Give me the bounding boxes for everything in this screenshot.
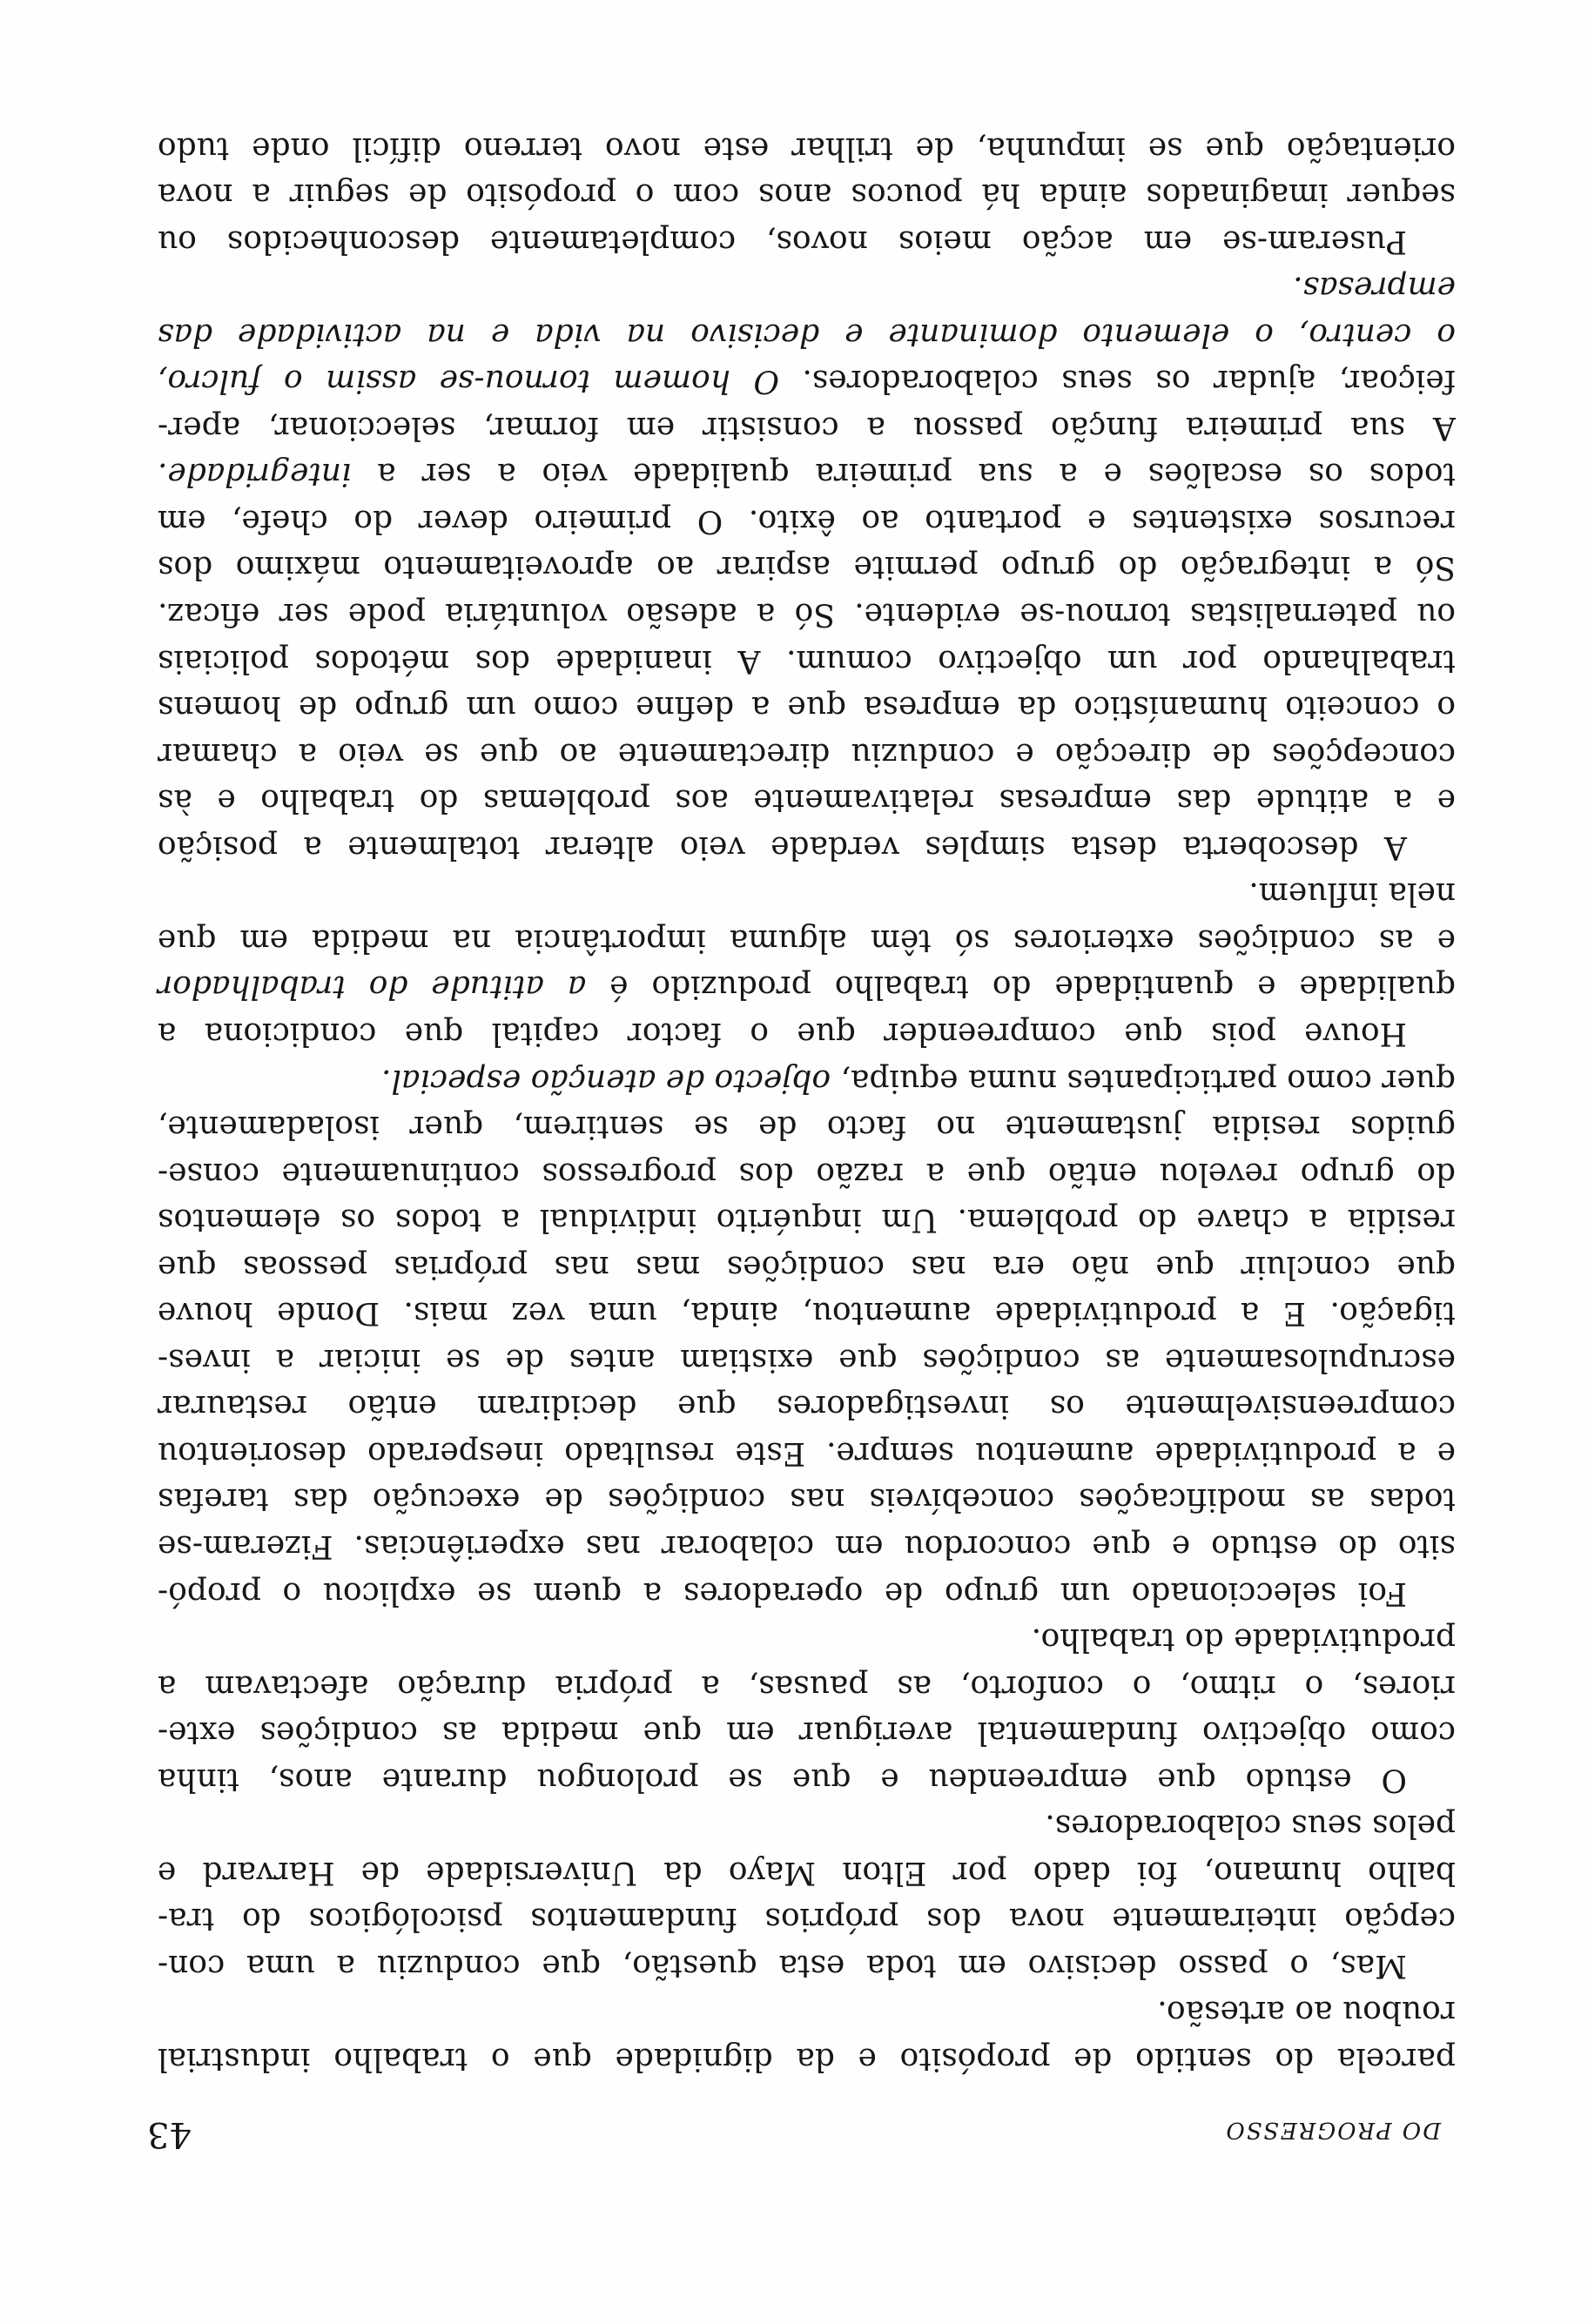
text-line [158,1197,1456,1244]
text-run: Só a integração do grupo permite aspirar ao aproveitamento máximo dos [158,549,1456,586]
text-run: Puseram-se em acção meios novos, completamente desconhecidos ou [158,223,1407,259]
text-line [158,311,1456,358]
text-line [158,1336,1456,1383]
emphasized-text: objecto de atenção especial. [380,1062,831,1098]
emphasized-text: a atitude do trabalhador [158,969,587,1005]
text-run: residia a chave do problema. Um inquérito individual a todos os elementos [158,1202,1456,1239]
text-run: nela influem. [1248,876,1456,912]
text-run: qualidade e quantidade do trabalho produzido é [586,969,1456,1005]
text-line [158,1896,1456,1943]
paragraph [158,870,1456,1057]
text-line [158,1429,1456,1476]
text-run: do grupo revelou então que a razão dos progressos continuamente conse- [158,1155,1456,1192]
text-line [158,265,1456,312]
text-run: que concluir que não era nas condições mas nas próprias pessoas que [158,1248,1456,1285]
running-header [147,2112,1441,2156]
text-run: Mas, o passo decisivo em toda esta questão, que conduziu a uma con- [158,1947,1407,1984]
text-run: roubou ao artesão. [1157,1994,1456,2031]
text-run: o conceito humanístico da empresa que a define como um grupo de homens [158,689,1456,726]
text-run: todos os escalões e a sua primeira qualidade veio a ser a [351,456,1456,493]
text-line [158,1150,1456,1197]
text-run: produtividade do trabalho. [1031,1622,1456,1658]
text-line [158,1476,1456,1523]
text-run: concepções de direcção e conduziu directamente ao que se veio a chamar [158,735,1456,772]
body-text [158,124,1456,2082]
text-line [158,171,1456,218]
text-line [158,1383,1456,1430]
text-run: como objectivo fundamental averiguar em que medida as condições exte- [158,1715,1456,1751]
paragraph [158,1616,1456,1803]
text-line [158,404,1456,451]
text-line [158,870,1456,917]
text-line [158,1849,1456,1896]
paragraph [158,1057,1456,1616]
text-line [158,823,1456,870]
text-run: quer como participantes numa equipa, [831,1062,1456,1098]
text-line [158,1989,1456,2036]
text-run: sequer imaginados ainda há poucos anos com o propósito de seguir a nova [158,177,1456,213]
text-run: Foi seleccionado um grupo de operadores a quem se explicou o propó- [158,1575,1407,1611]
text-line [158,1569,1456,1616]
emphasized-text: empresas. [1293,270,1456,306]
text-run: tigação. E a produtividade aumentou, ainda, uma vez mais. Donde houve [158,1295,1456,1332]
text-run: ou paternalistas tornou-se evidente. Só a adesão voluntária pode ser eficaz. [158,596,1456,633]
text-line [158,591,1456,638]
text-run: feiçoar, ajudar os seus colaboradores. [778,363,1456,400]
text-line [158,544,1456,591]
paragraph [158,265,1456,870]
text-line [158,218,1456,265]
text-line [158,1057,1456,1104]
text-run: e a atitude das empresas relativamente aos problemas do trabalho e às [158,783,1456,819]
emphasized-text: o centro, o elemento dominante e decisivo na vida e na actividade das [158,316,1456,353]
text-line [158,1243,1456,1290]
text-line [158,1290,1456,1337]
text-line [158,1662,1456,1709]
text-run: A sua primeira função passou a consistir em formar, seleccionar, aper- [158,409,1456,446]
text-run: sito do estudo e que concordou em colaborar nas experiências. Fizeram-se [158,1528,1456,1564]
text-line [158,358,1456,405]
text-run: cepção inteiramente nova dos próprios fundamentos psicológicos do tra- [158,1901,1456,1938]
text-run: balho humano, foi dado por Elton Mayo da Universidade de Harvard e [158,1854,1456,1891]
text-line [158,777,1456,824]
paragraph [158,124,1456,265]
text-run: escrupulosamente as condições que existiam antes de se iniciar a inves- [158,1341,1456,1378]
emphasized-text: O homem tornou-se assim o fulcro, [158,363,779,400]
text-line [158,637,1456,684]
text-line [158,1010,1456,1057]
text-line [158,964,1456,1011]
text-line [158,1803,1456,1850]
text-run: riores, o ritmo, o conforto, as pausas, a própria duração afectavam a [158,1668,1456,1704]
text-line [158,451,1456,498]
text-line [158,730,1456,777]
text-line [158,1522,1456,1569]
emphasized-text: integridade. [158,456,352,493]
text-run: Houve pois que compreender que o factor capital que condiciona a [158,1015,1407,1051]
text-line [158,1942,1456,1989]
text-run: e as condições exteriores só têm alguma importância na medida em que [158,922,1456,958]
paragraph [158,1989,1456,2082]
page-number: 43 [147,2114,192,2154]
text-run: compreensivelmente os investigadores que decidiram então restaurar [158,1388,1456,1425]
text-run: O estudo que empreendeu e que se prolongou durante anos, tinha [158,1761,1407,1797]
text-run: recursos existentes e portanto ao êxito. O primeiro dever do chefe, em [158,502,1456,539]
text-run: pelos seus colaboradores. [1045,1808,1456,1844]
text-line [158,497,1456,544]
text-run: orientação que se impunha, de trilhar este novo terreno difícil onde tudo [158,130,1456,166]
text-run: parcela do sentido de propósito e da dignidade que o trabalho industrial [158,2041,1456,2077]
text-run: trabalhando por um objectivo comum. A inanidade dos métodos policiais [158,642,1456,679]
text-run: A descoberta desta simples verdade veio alterar totalmente a posição [158,829,1407,865]
text-run: guidos residia justamente no facto de se sentirem, quer isoladamente, [158,1109,1456,1145]
text-run: todas as modificações concebíveis nas condições de execução das tarefas [158,1481,1456,1518]
text-line [158,917,1456,964]
text-line [158,1616,1456,1663]
text-line [158,1709,1456,1756]
text-line [158,1756,1456,1803]
text-line [158,684,1456,731]
text-line [158,1104,1456,1151]
text-run: e a produtividade aumentou sempre. Este resultado inesperado desorientou [158,1434,1456,1471]
paragraph [158,1803,1456,1989]
text-line [158,124,1456,171]
text-line [158,2035,1456,2082]
running-head-title: DO PROGRESSO [1224,2117,1441,2143]
